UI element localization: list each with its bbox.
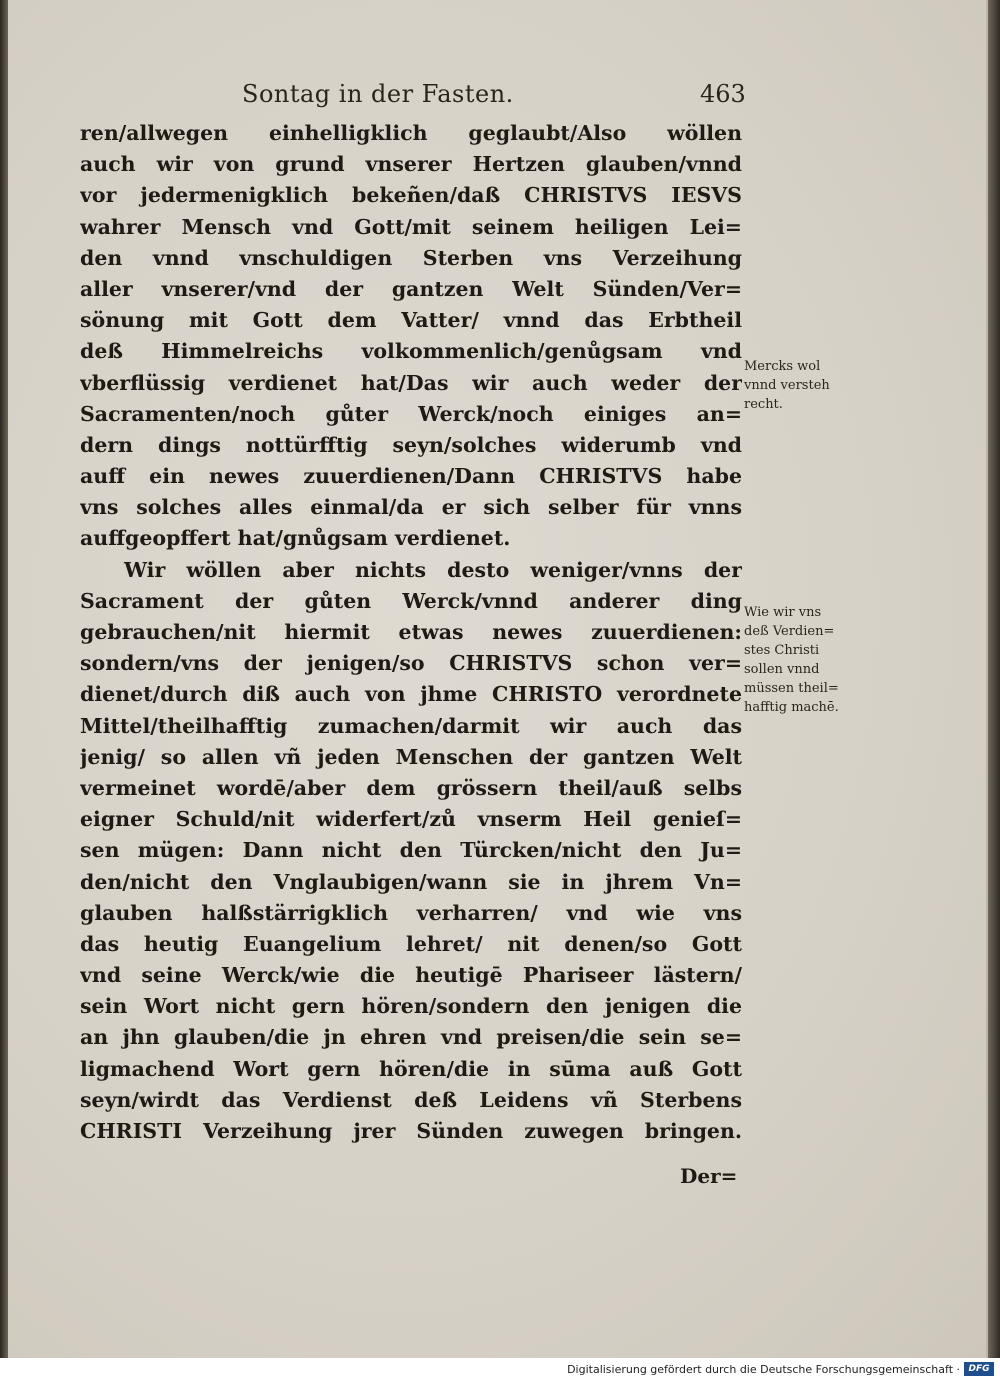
text-line: dern dings nottürfftig seyn/solches widerumb vnd bbox=[80, 432, 742, 457]
margin-note-line: deß Verdien= bbox=[744, 624, 835, 639]
text-line: vns solches alles einmal/da er sich selber für vnns bbox=[80, 495, 742, 520]
text-line: jenig/ so allen vñ jeden Menschen der gantzen Welt bbox=[80, 744, 742, 769]
running-title: Sontag in der Fasten. bbox=[242, 80, 514, 108]
dfg-logo[interactable]: DFG bbox=[964, 1362, 994, 1376]
text-line: vor jedermenigklich bekeñen/daß CHRISTVS IESVS bbox=[80, 183, 742, 208]
text-line: auffgeopffert hat/gnůgsam verdienet. bbox=[80, 526, 511, 551]
text-line: sondern/vns der jenigen/so CHRISTVS schon ver= bbox=[80, 651, 742, 676]
book-left-edge bbox=[0, 0, 8, 1358]
text-line: sein Wort nicht gern hören/sondern den jenigen die bbox=[80, 994, 742, 1019]
margin-note bbox=[744, 357, 830, 414]
text-line: sen mügen: Dann nicht den Türcken/nicht den Ju= bbox=[80, 838, 742, 863]
text-line: vberflüssig verdienet hat/Das wir auch weder der bbox=[80, 370, 742, 395]
text-line: auch wir von grund vnserer Hertzen glauben/vnnd bbox=[80, 152, 742, 177]
text-line: wahrer Mensch vnd Gott/mit seinem heiligen Lei= bbox=[80, 214, 742, 239]
margin-note-line: hafftig machē. bbox=[744, 700, 839, 715]
text-line: vnd seine Werck/wie die heutigē Phariseer lästern/ bbox=[80, 963, 742, 988]
text-line: aller vnserer/vnd der gantzen Welt Sünden/Ver= bbox=[80, 276, 742, 301]
text-line: vermeinet wordē/aber dem grössern theil/auß selbs bbox=[80, 775, 742, 800]
text-line: den/nicht den Vnglaubigen/wann sie in jhrem Vn= bbox=[80, 869, 742, 894]
margin-note-line: stes Christi bbox=[744, 643, 820, 658]
text-line: ligmachend Wort gern hören/die in sūma auß Gott bbox=[80, 1056, 742, 1081]
catchword: Der= bbox=[680, 1164, 738, 1188]
page-number: 463 bbox=[700, 80, 746, 108]
text-line: Wir wöllen aber nichts desto weniger/vnns der bbox=[124, 557, 742, 582]
footer-bar bbox=[0, 1358, 1000, 1381]
text-line: seyn/wirdt das Verdienst deß Leidens vñ Sterbens bbox=[80, 1087, 742, 1112]
margin-note-line: Wie wir vns bbox=[744, 605, 822, 620]
text-line: deß Himmelreichs volkommenlich/genůgsam vnd bbox=[80, 339, 742, 364]
body-text bbox=[80, 118, 742, 1147]
text-line: dienet/durch diß auch von jhme CHRISTO verordnete bbox=[80, 682, 742, 707]
margin-note bbox=[744, 603, 839, 717]
text-line: ren/allwegen einhelligklich geglaubt/Also wöllen bbox=[80, 121, 742, 145]
margin-note-line: recht. bbox=[744, 397, 783, 412]
text-line: CHRISTI Verzeihung jrer Sünden zuwegen bringen. bbox=[80, 1119, 742, 1143]
margin-note-line: Mercks wol bbox=[744, 359, 821, 374]
text-line: gebrauchen/nit hiermit etwas newes zuuerdienen: bbox=[80, 620, 742, 644]
book-right-edge bbox=[988, 0, 1000, 1358]
text-line: Mittel/theilhafftig zumachen/darmit wir auch das bbox=[80, 713, 742, 738]
text-line: auff ein newes zuuerdienen/Dann CHRISTVS habe bbox=[80, 464, 742, 489]
text-line: Sacrament der gůten Werck/vnnd anderer ding bbox=[80, 588, 742, 613]
text-line: den vnnd vnschuldigen Sterben vns Verzeihung bbox=[80, 245, 742, 270]
margin-note-line: müssen theil= bbox=[744, 681, 839, 696]
text-line: glauben halßstärrigklich verharren/ vnd wie vns bbox=[80, 900, 742, 925]
margin-note-line: vnnd versteh bbox=[744, 378, 830, 393]
text-line: das heutig Euangelium lehret/ nit denen/so Gott bbox=[80, 931, 742, 956]
funding-credit: Digitalisierung gefördert durch die Deutsche Forschungsgemeinschaft · bbox=[567, 1363, 960, 1376]
text-line: Sacramenten/noch gůter Werck/noch einiges an= bbox=[80, 401, 742, 426]
text-line: eigner Schuld/nit widerfert/zů vnserm Heil genieſ= bbox=[80, 807, 742, 832]
text-line: an jhn glauben/die jn ehren vnd preisen/die sein se= bbox=[80, 1025, 742, 1050]
margin-note-line: sollen vnnd bbox=[744, 662, 820, 677]
text-line: sönung mit Gott dem Vatter/ vnnd das Erbtheil bbox=[80, 308, 742, 333]
